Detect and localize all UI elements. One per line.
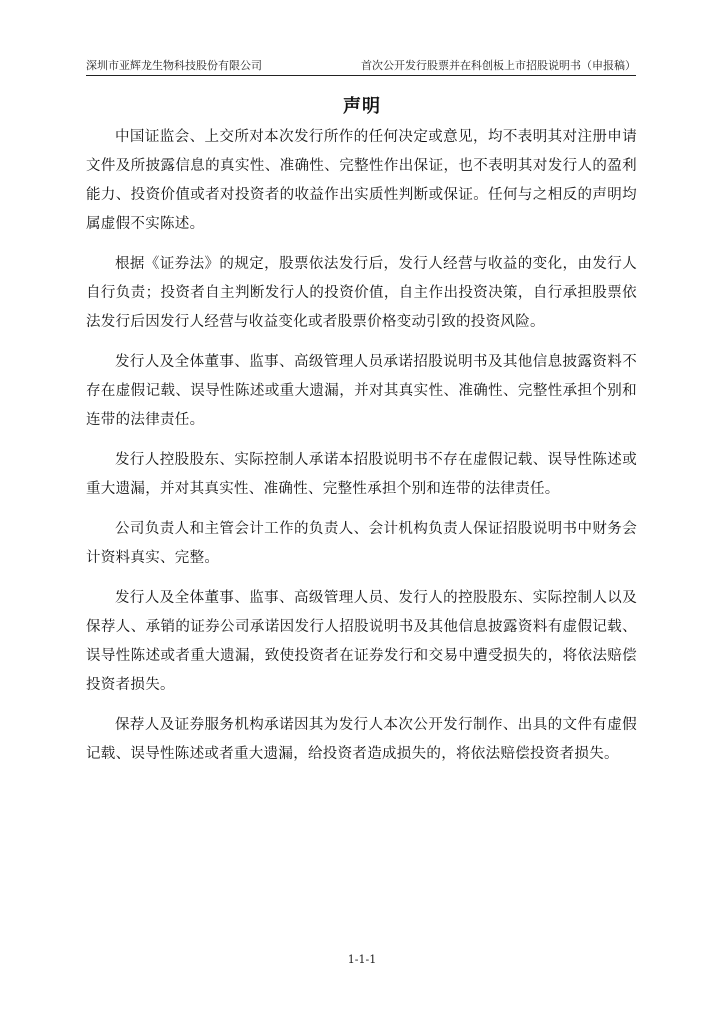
paragraph-investment-risk: 根据《证券法》的规定，股票依法发行后，发行人经营与收益的变化，由发行人自行负责；投资者自主判断发行人的投资价值，自主作出投资决策，自行承担股票依法发行后因发行人经营与收益变化或者股票价格变动引致的投资风险。 bbox=[86, 256, 637, 330]
statement-body bbox=[86, 123, 637, 780]
header-company-name: 深圳市亚辉龙生物科技股份有限公司 bbox=[86, 59, 262, 72]
paragraph-compensation-commitment: 发行人及全体董事、监事、高级管理人员、发行人的控股股东、实际控制人以及保荐人、承销的证券公司承诺因发行人招股说明书及其他信息披露资料有虚假记载、误导性陈述或者重大遗漏，致使投资者在证券发行和交易中遭受损失的，将依法赔偿投资者损失。 bbox=[86, 590, 637, 693]
paragraph-sponsor-commitment: 保荐人及证券服务机构承诺因其为发行人本次公开发行制作、出具的文件有虚假记载、误导性陈述或者重大遗漏，给投资者造成损失的，将依法赔偿投资者损失。 bbox=[86, 717, 637, 762]
paragraph-financial-accuracy: 公司负责人和主管会计工作的负责人、会计机构负责人保证招股说明书中财务会计资料真实、完整。 bbox=[86, 521, 637, 566]
paragraph-regulator-disclaimer: 中国证监会、上交所对本次发行所作的任何决定或意见，均不表明其对注册申请文件及所披露信息的真实性、准确性、完整性作出保证，也不表明其对发行人的盈利能力、投资价值或者对投资者的收益作出实质性判断或保证。任何与之相反的声明均属虚假不实陈述。 bbox=[86, 129, 637, 232]
header-document-name: 首次公开发行股票并在科创板上市招股说明书（申报稿） bbox=[361, 59, 636, 72]
page-header bbox=[86, 57, 636, 76]
page-number: 1-1-1 bbox=[347, 953, 377, 966]
page-title: 声明 bbox=[343, 96, 381, 117]
paragraph-directors-commitment: 发行人及全体董事、监事、高级管理人员承诺招股说明书及其他信息披露资料不存在虚假记载、误导性陈述或重大遗漏，并对其真实性、准确性、完整性承担个别和连带的法律责任。 bbox=[86, 354, 637, 428]
paragraph-controlling-shareholder-commitment: 发行人控股股东、实际控制人承诺本招股说明书不存在虚假记载、误导性陈述或重大遗漏，并对其真实性、准确性、完整性承担个别和连带的法律责任。 bbox=[86, 452, 637, 497]
